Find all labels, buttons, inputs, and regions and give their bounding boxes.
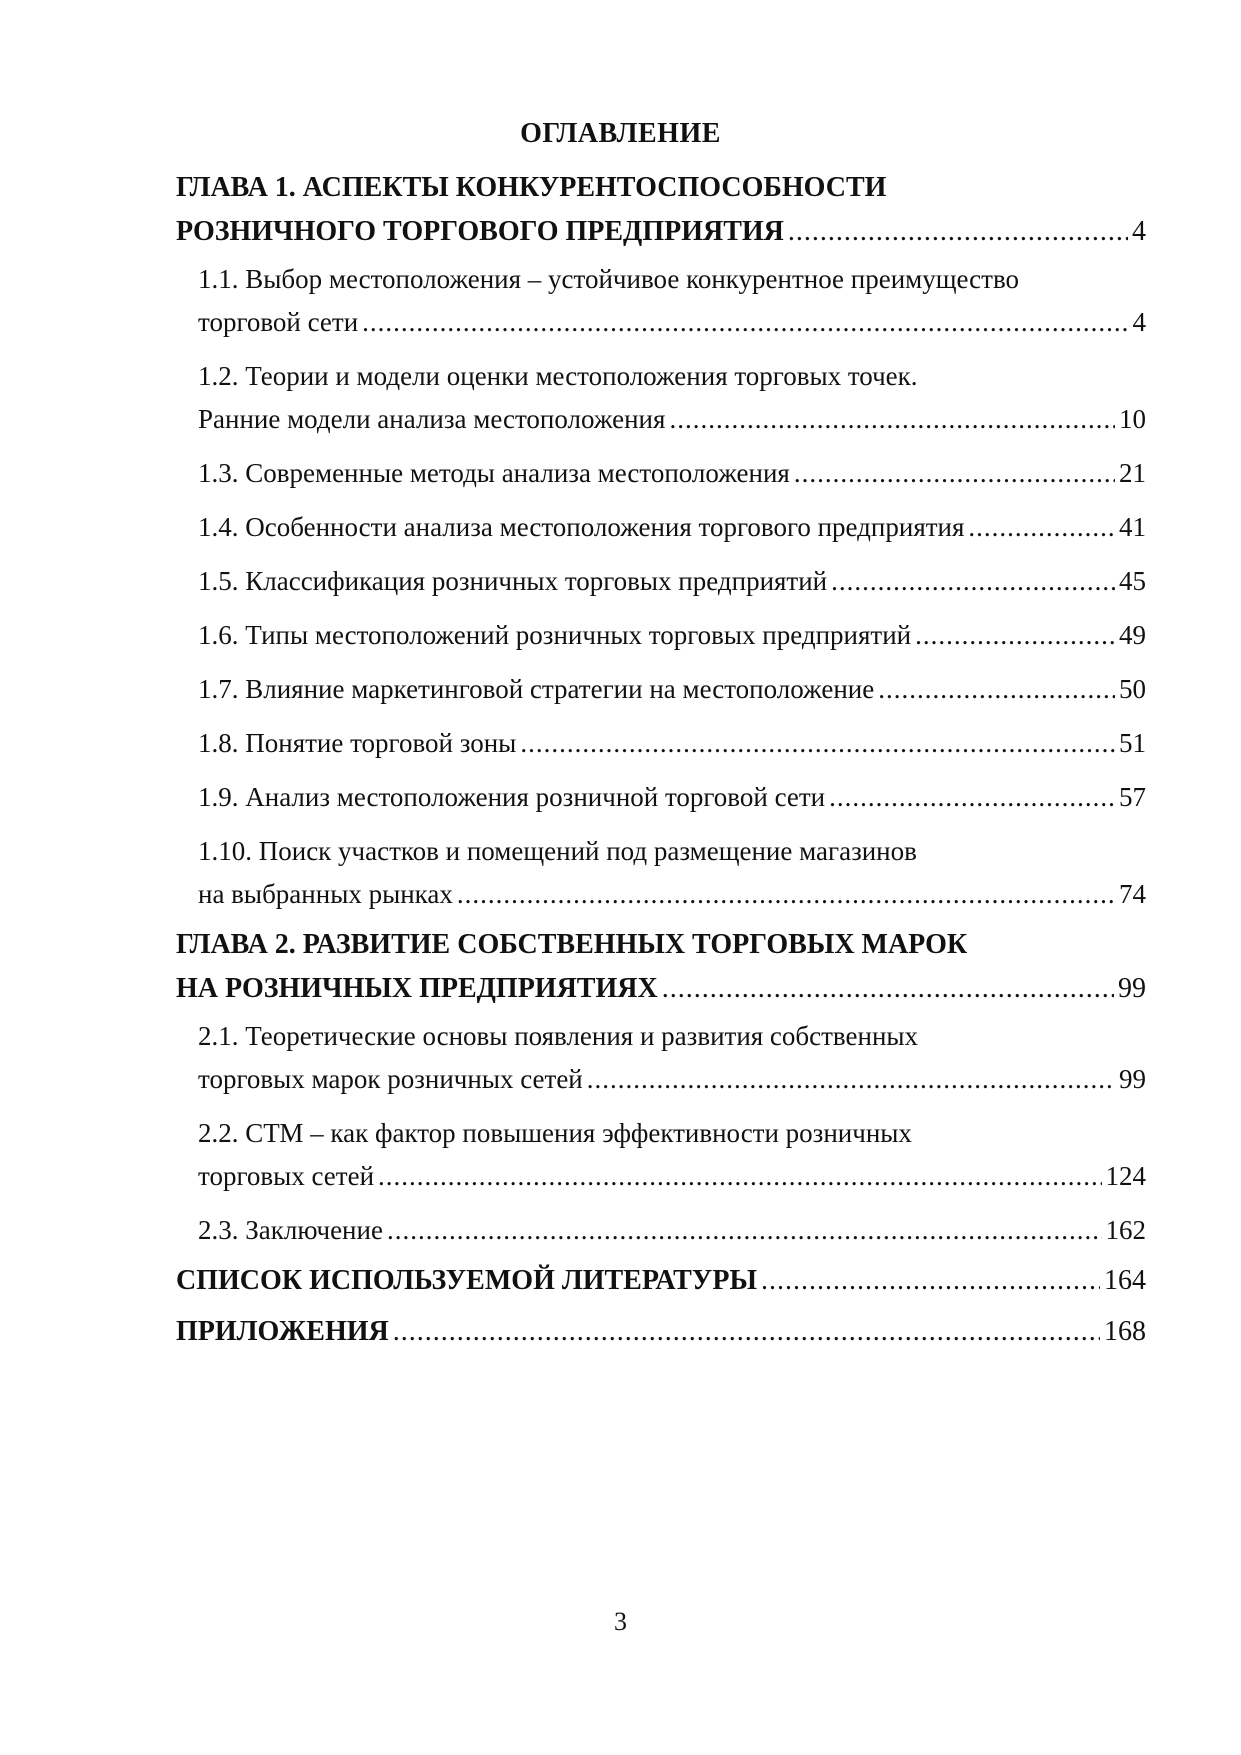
toc-chapter-1[interactable]: [176, 166, 1146, 254]
toc-page-number: 168: [1104, 1316, 1146, 1347]
dot-leader: [393, 1310, 1100, 1354]
table-of-contents: [176, 166, 1146, 1354]
toc-page-number: 49: [1119, 620, 1146, 650]
toc-page-number: 4: [1132, 216, 1146, 247]
toc-entry-title: торговых марок розничных сетей: [198, 1064, 583, 1094]
toc-entry-title: 1.6. Типы местоположений розничных торговых предприятий: [198, 620, 912, 650]
toc-entry-title: на выбранных рынках: [198, 879, 453, 909]
dot-leader: [662, 967, 1114, 1011]
toc-section-1-10[interactable]: [176, 830, 1146, 916]
toc-page-number: 124: [1105, 1161, 1146, 1191]
dot-leader: [968, 506, 1115, 549]
toc-page-number: 4: [1132, 307, 1146, 337]
toc-page-number: 99: [1118, 973, 1146, 1004]
toc-entry-title: РОЗНИЧНОГО ТОРГОВОГО ПРЕДПРИЯТИЯ: [176, 216, 784, 247]
dot-leader: [587, 1058, 1115, 1101]
toc-section-1-3[interactable]: [176, 452, 1146, 495]
toc-page-number: 74: [1119, 879, 1146, 909]
page-title: ОГЛАВЛЕНИЕ: [520, 118, 721, 149]
dot-leader: [831, 560, 1115, 603]
toc-entry-title: ПРИЛОЖЕНИЯ: [176, 1316, 389, 1347]
toc-section-1-2[interactable]: [176, 355, 1146, 441]
dot-leader: [378, 1155, 1101, 1198]
toc-entry-line: 1.10. Поиск участков и помещений под размещение магазинов: [198, 836, 917, 866]
dot-leader: [387, 1209, 1102, 1252]
dot-leader: [761, 1259, 1100, 1303]
toc-entry-title: торговых сетей: [198, 1161, 375, 1191]
toc-page-number: 21: [1119, 458, 1146, 488]
toc-section-1-6[interactable]: [176, 614, 1146, 657]
toc-chapter-2[interactable]: [176, 923, 1146, 1011]
toc-entry-title: НА РОЗНИЧНЫХ ПРЕДПРИЯТИЯХ: [176, 973, 658, 1004]
toc-section-1-9[interactable]: [176, 776, 1146, 819]
dot-leader: [669, 398, 1115, 441]
dot-leader: [829, 776, 1115, 819]
toc-entry-line: 2.2. СТМ – как фактор повышения эффективности розничных: [198, 1118, 912, 1148]
toc-page-number: 45: [1119, 566, 1146, 596]
toc-section-1-8[interactable]: [176, 722, 1146, 765]
dot-leader: [794, 452, 1115, 495]
toc-entry-line: ГЛАВА 2. РАЗВИТИЕ СОБСТВЕННЫХ ТОРГОВЫХ МАРОК: [176, 929, 968, 960]
toc-page-number: 10: [1119, 404, 1146, 434]
toc-section-2-1[interactable]: [176, 1015, 1146, 1101]
toc-section-1-1[interactable]: [176, 258, 1146, 344]
toc-entry-title: 1.5. Классификация розничных торговых предприятий: [198, 566, 828, 596]
dot-leader: [915, 614, 1115, 657]
page-number: 3: [614, 1607, 627, 1636]
toc-entry-title: СПИСОК ИСПОЛЬЗУЕМОЙ ЛИТЕРАТУРЫ: [176, 1265, 757, 1296]
toc-page-number: 50: [1119, 674, 1146, 704]
toc-entry-title: 1.7. Влияние маркетинговой стратегии на местоположение: [198, 674, 875, 704]
toc-entry-line: 1.1. Выбор местоположения – устойчивое конкурентное преимущество: [198, 264, 1020, 294]
toc-page-number: 162: [1105, 1215, 1146, 1245]
toc-entry-title: торговой сети: [198, 307, 359, 337]
toc-section-2-3[interactable]: [176, 1209, 1146, 1252]
toc-entry-title: 2.3. Заключение: [198, 1215, 383, 1245]
toc-entry-title: Ранние модели анализа местоположения: [198, 404, 666, 434]
toc-page-number: 164: [1104, 1265, 1146, 1296]
toc-appendices[interactable]: [176, 1310, 1146, 1354]
toc-entry-title: 1.3. Современные методы анализа местоположения: [198, 458, 790, 488]
toc-entry-title: 1.9. Анализ местоположения розничной торговой сети: [198, 782, 826, 812]
dot-leader: [457, 873, 1115, 916]
toc-section-1-5[interactable]: [176, 560, 1146, 603]
dot-leader: [788, 210, 1128, 254]
toc-entry-line: 1.2. Теории и модели оценки местоположения торговых точек.: [198, 361, 918, 391]
toc-page-number: 57: [1119, 782, 1146, 812]
toc-page-number: 51: [1119, 728, 1146, 758]
toc-bibliography[interactable]: [176, 1259, 1146, 1303]
toc-page-number: 41: [1119, 512, 1146, 542]
dot-leader: [878, 668, 1115, 711]
toc-section-1-4[interactable]: [176, 506, 1146, 549]
dot-leader: [520, 722, 1115, 765]
toc-page-number: 99: [1119, 1064, 1146, 1094]
toc-entry-title: 1.8. Понятие торговой зоны: [198, 728, 517, 758]
dot-leader: [362, 301, 1128, 344]
toc-section-2-2[interactable]: [176, 1112, 1146, 1198]
toc-entry-line: 2.1. Теоретические основы появления и развития собственных: [198, 1021, 919, 1051]
toc-entry-line: ГЛАВА 1. АСПЕКТЫ КОНКУРЕНТОСПОСОБНОСТИ: [176, 172, 887, 203]
toc-section-1-7[interactable]: [176, 668, 1146, 711]
toc-entry-title: 1.4. Особенности анализа местоположения торгового предприятия: [198, 512, 965, 542]
